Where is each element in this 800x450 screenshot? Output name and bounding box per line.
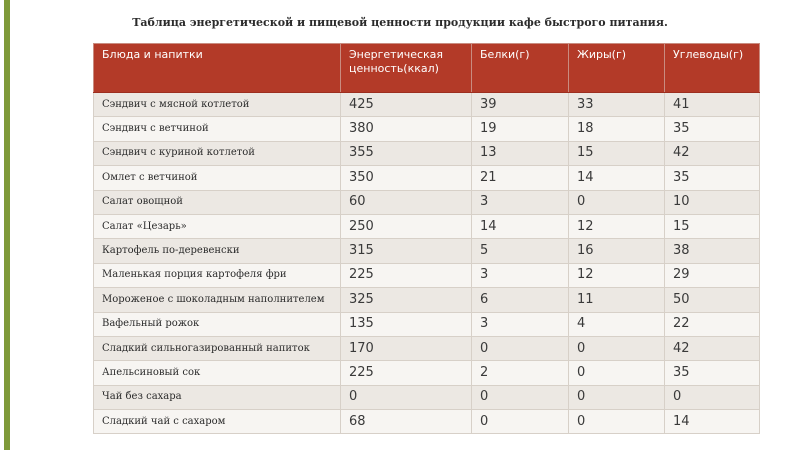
- table-row: [94, 263, 760, 287]
- protein-cell: 3: [472, 190, 569, 214]
- fat-cell: 12: [569, 214, 665, 238]
- protein-cell: 19: [472, 117, 569, 141]
- energy-cell: 425: [341, 93, 472, 117]
- table-row: [94, 214, 760, 238]
- table-row: [94, 410, 760, 434]
- energy-cell: 68: [341, 410, 472, 434]
- dish-name-cell: Маленькая порция картофеля фри: [94, 263, 341, 287]
- protein-cell: 0: [472, 385, 569, 409]
- table-body: [94, 93, 760, 434]
- protein-cell: 0: [472, 336, 569, 360]
- nutrition-table-container: [93, 43, 759, 429]
- carbs-cell: 38: [665, 239, 760, 263]
- protein-cell: 5: [472, 239, 569, 263]
- fat-cell: 0: [569, 361, 665, 385]
- energy-cell: 135: [341, 312, 472, 336]
- header-fat: Жиры(г): [569, 44, 665, 93]
- table-row: [94, 312, 760, 336]
- carbs-cell: 41: [665, 93, 760, 117]
- protein-cell: 3: [472, 312, 569, 336]
- fat-cell: 16: [569, 239, 665, 263]
- protein-cell: 14: [472, 214, 569, 238]
- dish-name-cell: Сладкий чай с сахаром: [94, 410, 341, 434]
- fat-cell: 4: [569, 312, 665, 336]
- energy-cell: 315: [341, 239, 472, 263]
- table-row: [94, 93, 760, 117]
- carbs-cell: 35: [665, 117, 760, 141]
- carbs-cell: 35: [665, 166, 760, 190]
- carbs-cell: 42: [665, 336, 760, 360]
- carbs-cell: 50: [665, 288, 760, 312]
- carbs-cell: 29: [665, 263, 760, 287]
- fat-cell: 14: [569, 166, 665, 190]
- dish-name-cell: Сэндвич с ветчиной: [94, 117, 341, 141]
- dish-name-cell: Чай без сахара: [94, 385, 341, 409]
- dish-name-cell: Салат овощной: [94, 190, 341, 214]
- fat-cell: 0: [569, 190, 665, 214]
- left-accent-rule: [4, 0, 10, 450]
- header-protein: Белки(г): [472, 44, 569, 93]
- protein-cell: 2: [472, 361, 569, 385]
- energy-cell: 380: [341, 117, 472, 141]
- table-row: [94, 117, 760, 141]
- header-carbs: Углеводы(г): [665, 44, 760, 93]
- carbs-cell: 15: [665, 214, 760, 238]
- energy-cell: 225: [341, 361, 472, 385]
- dish-name-cell: Сэндвич с куриной котлетой: [94, 141, 341, 165]
- energy-cell: 325: [341, 288, 472, 312]
- carbs-cell: 14: [665, 410, 760, 434]
- carbs-cell: 22: [665, 312, 760, 336]
- fat-cell: 12: [569, 263, 665, 287]
- energy-cell: 225: [341, 263, 472, 287]
- fat-cell: 33: [569, 93, 665, 117]
- table-row: [94, 288, 760, 312]
- table-row: [94, 190, 760, 214]
- fat-cell: 15: [569, 141, 665, 165]
- fat-cell: 0: [569, 336, 665, 360]
- energy-cell: 0: [341, 385, 472, 409]
- energy-cell: 60: [341, 190, 472, 214]
- table-row: [94, 385, 760, 409]
- protein-cell: 39: [472, 93, 569, 117]
- header-dish: Блюда и напитки: [94, 44, 341, 93]
- nutrition-table: [93, 43, 760, 434]
- table-row: [94, 141, 760, 165]
- fat-cell: 18: [569, 117, 665, 141]
- energy-cell: 250: [341, 214, 472, 238]
- carbs-cell: 0: [665, 385, 760, 409]
- dish-name-cell: Мороженое с шоколадным наполнителем: [94, 288, 341, 312]
- dish-name-cell: Омлет с ветчиной: [94, 166, 341, 190]
- fat-cell: 11: [569, 288, 665, 312]
- protein-cell: 0: [472, 410, 569, 434]
- page-title: Таблица энергетической и пищевой ценности продукции кафе быстрого питания.: [132, 16, 668, 29]
- fat-cell: 0: [569, 410, 665, 434]
- protein-cell: 21: [472, 166, 569, 190]
- energy-cell: 170: [341, 336, 472, 360]
- table-row: [94, 336, 760, 360]
- carbs-cell: 10: [665, 190, 760, 214]
- table-row: [94, 239, 760, 263]
- dish-name-cell: Салат «Цезарь»: [94, 214, 341, 238]
- header-energy: Энергетическая ценность(ккал): [341, 44, 472, 93]
- fat-cell: 0: [569, 385, 665, 409]
- protein-cell: 3: [472, 263, 569, 287]
- table-row: [94, 166, 760, 190]
- carbs-cell: 42: [665, 141, 760, 165]
- dish-name-cell: Картофель по-деревенски: [94, 239, 341, 263]
- dish-name-cell: Сэндвич с мясной котлетой: [94, 93, 341, 117]
- dish-name-cell: Апельсиновый сок: [94, 361, 341, 385]
- protein-cell: 13: [472, 141, 569, 165]
- dish-name-cell: Вафельный рожок: [94, 312, 341, 336]
- dish-name-cell: Сладкий сильногазированный напиток: [94, 336, 341, 360]
- table-header-row: [94, 44, 760, 93]
- table-row: [94, 361, 760, 385]
- energy-cell: 350: [341, 166, 472, 190]
- protein-cell: 6: [472, 288, 569, 312]
- energy-cell: 355: [341, 141, 472, 165]
- carbs-cell: 35: [665, 361, 760, 385]
